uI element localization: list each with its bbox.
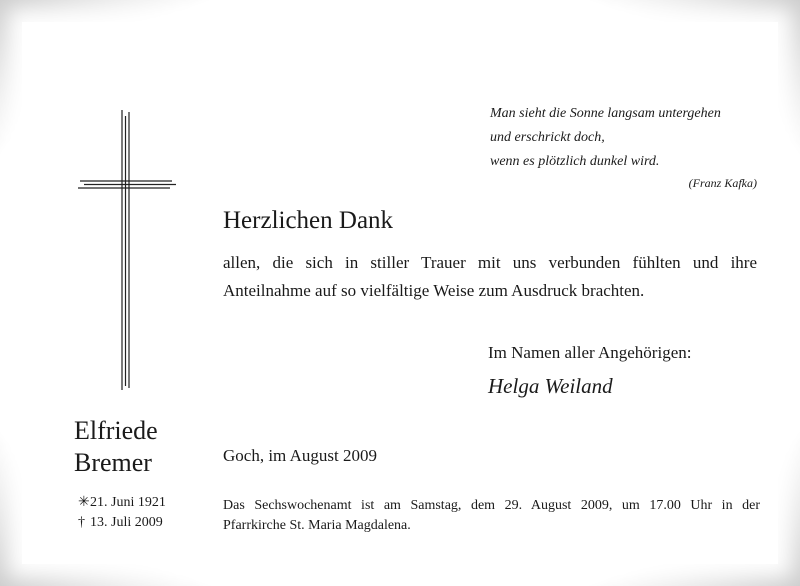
cross-icon (78, 110, 178, 390)
death-dagger-icon: † (78, 515, 85, 530)
deceased-first-name: Elfriede (74, 416, 158, 445)
place-date: Goch, im August 2009 (223, 446, 377, 465)
mass-notice (223, 496, 760, 536)
deceased-name (74, 415, 174, 479)
death-date-row (78, 513, 166, 533)
paragraph-line: Anteilnahme auf so vielfältige Weise zum Ausdruck brachten. (223, 281, 645, 300)
condolence-card (22, 22, 778, 564)
quote-line: Man sieht die Sonne langsam untergehen (490, 106, 721, 121)
death-date: 13. Juli 2009 (90, 515, 163, 530)
deceased-last-name: Bremer (74, 448, 152, 477)
quote-line: wenn es plötzlich dunkel wird. (490, 154, 660, 169)
behalf-label: Im Namen aller Angehörigen: (488, 343, 692, 362)
birth-date-row (78, 493, 166, 513)
paragraph-line: allen, die sich in stiller Trauer mit uns verbunden fühlten und ihre (223, 253, 757, 272)
notice-line: Pfarrkirche St. Maria Magdalena. (223, 518, 411, 533)
kafka-quote (490, 102, 770, 192)
birth-date: 21. Juni 1921 (90, 495, 166, 510)
heading-thanks: Herzlichen Dank (223, 207, 394, 234)
quote-author: (Franz Kafka) (688, 176, 757, 190)
quote-line: und erschrickt doch, (490, 130, 605, 145)
signer-name: Helga Weiland (488, 374, 613, 398)
birth-star-icon: ✳ (78, 495, 90, 510)
notice-line: Das Sechswochenamt ist am Samstag, dem 29. August 2009, um 17.00 Uhr in der (223, 498, 760, 513)
thanks-paragraph (223, 249, 757, 305)
life-dates (78, 493, 166, 533)
